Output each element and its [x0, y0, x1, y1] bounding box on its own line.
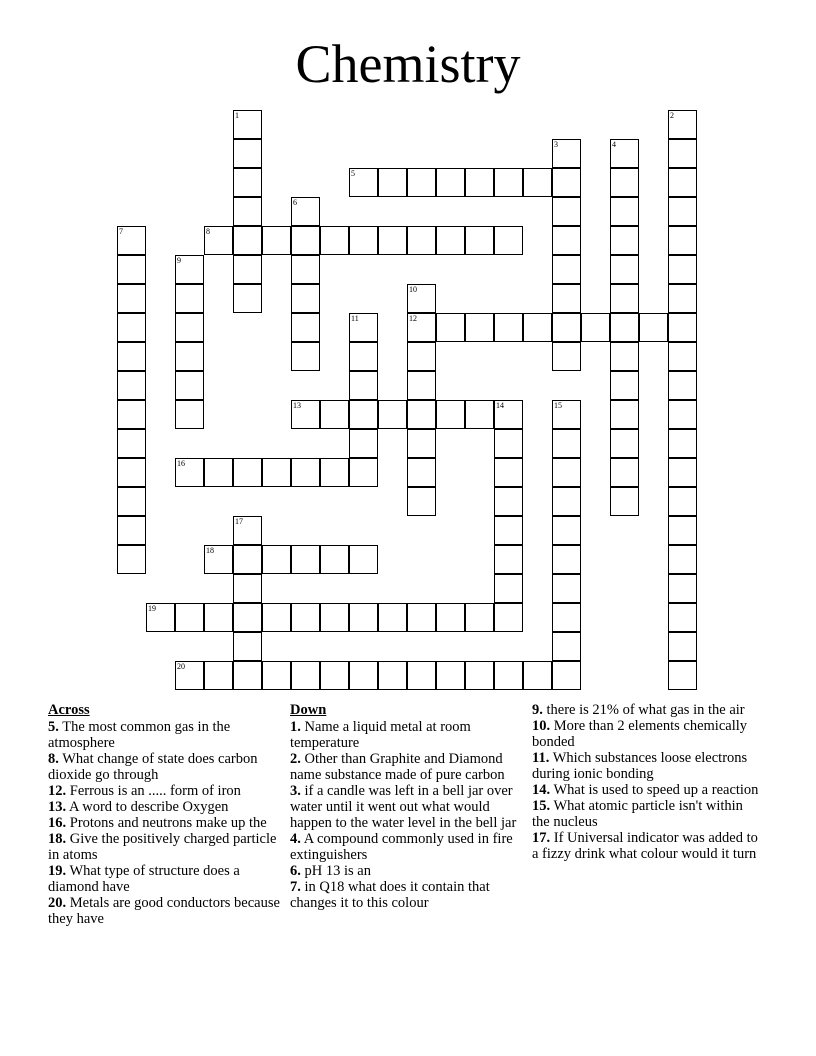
clue-item — [290, 863, 522, 879]
grid-cell[interactable] — [552, 603, 581, 632]
grid-cell[interactable] — [117, 226, 146, 255]
clue-number: 8 — [206, 227, 210, 236]
grid-cell[interactable] — [233, 197, 262, 226]
grid-cell[interactable] — [610, 197, 639, 226]
grid-cell[interactable] — [204, 603, 233, 632]
grid-cell[interactable] — [407, 284, 436, 313]
clue-number-label: 20. — [48, 895, 67, 911]
clue-text: Ferrous is an ..... form of iron — [66, 783, 241, 799]
clue-item — [48, 863, 280, 895]
grid-cell[interactable] — [668, 110, 697, 139]
clue-number: 18 — [206, 546, 214, 555]
clue-item — [290, 719, 522, 751]
clue-text: Give the positively charged particle in atoms — [48, 831, 277, 863]
grid-cell[interactable] — [668, 661, 697, 690]
grid-cell[interactable] — [668, 284, 697, 313]
grid-cell[interactable] — [436, 313, 465, 342]
grid-cell[interactable] — [494, 603, 523, 632]
clue-number: 20 — [177, 662, 185, 671]
clue-item — [48, 751, 280, 783]
clue-number: 6 — [293, 198, 297, 207]
grid-cell[interactable] — [175, 661, 204, 690]
grid-cell[interactable] — [552, 168, 581, 197]
grid-cell[interactable] — [175, 342, 204, 371]
grid-cell[interactable] — [494, 400, 523, 429]
clue-text: What is used to speed up a reaction — [550, 782, 759, 798]
clue-item — [532, 718, 764, 750]
clue-text: Other than Graphite and Diamond name substance made of pure carbon — [290, 751, 505, 783]
grid-cell[interactable] — [494, 313, 523, 342]
grid-cell[interactable] — [494, 168, 523, 197]
grid-cell[interactable] — [639, 313, 668, 342]
clue-item — [48, 815, 280, 831]
grid-cell[interactable] — [262, 458, 291, 487]
grid-cell[interactable] — [610, 168, 639, 197]
grid-cell[interactable] — [407, 661, 436, 690]
grid-cell[interactable] — [610, 429, 639, 458]
grid-cell[interactable] — [552, 487, 581, 516]
clue-text: in Q18 what does it contain that changes it to this colour — [290, 879, 490, 911]
clue-text: Metals are good conductors because they have — [48, 895, 280, 927]
grid-cell[interactable] — [349, 313, 378, 342]
clue-number-label: 8. — [48, 751, 59, 767]
grid-cell[interactable] — [465, 313, 494, 342]
grid-cell[interactable] — [668, 139, 697, 168]
grid-cell[interactable] — [349, 429, 378, 458]
grid-cell[interactable] — [668, 487, 697, 516]
clue-text: More than 2 elements chemically bonded — [532, 718, 748, 750]
grid-cell[interactable] — [610, 284, 639, 313]
grid-cell[interactable] — [117, 284, 146, 313]
clue-text: What atomic particle isn't within the nucleus — [532, 798, 743, 830]
clue-number-label: 7. — [290, 879, 301, 895]
grid-cell[interactable] — [291, 342, 320, 371]
grid-cell[interactable] — [291, 284, 320, 313]
clue-text: If Universal indicator was added to a fizzy drink what colour would it turn — [532, 830, 758, 862]
grid-cell[interactable] — [552, 632, 581, 661]
grid-cell[interactable] — [117, 516, 146, 545]
clue-number-label: 10. — [532, 718, 551, 734]
grid-cell[interactable] — [407, 429, 436, 458]
grid-cell[interactable] — [610, 139, 639, 168]
clue-text: pH 13 is an — [300, 863, 371, 879]
across-heading: Across — [48, 702, 90, 718]
page-title: Chemistry — [295, 34, 521, 94]
clue-text: A compound commonly used in fire extinguishers — [290, 831, 513, 863]
clue-text: What type of structure does a diamond have — [48, 863, 240, 895]
grid-cell[interactable] — [175, 400, 204, 429]
clue-number-label: 16. — [48, 815, 67, 831]
clue-text: there is 21% of what gas in the air — [542, 702, 745, 718]
grid-cell[interactable] — [233, 545, 262, 574]
clue-item — [290, 783, 522, 831]
clue-number-label: 14. — [532, 782, 551, 798]
grid-cell[interactable] — [233, 255, 262, 284]
grid-cell[interactable] — [465, 603, 494, 632]
grid-cell[interactable] — [349, 400, 378, 429]
grid-cell[interactable] — [494, 574, 523, 603]
grid-cell[interactable] — [291, 661, 320, 690]
grid-cell[interactable] — [204, 545, 233, 574]
grid-cell[interactable] — [610, 226, 639, 255]
clue-number: 16 — [177, 459, 185, 468]
grid-cell[interactable] — [668, 400, 697, 429]
grid-cell[interactable] — [610, 255, 639, 284]
grid-cell[interactable] — [349, 342, 378, 371]
grid-cell[interactable] — [668, 574, 697, 603]
grid-cell[interactable] — [233, 516, 262, 545]
down-clues-continued — [532, 702, 764, 862]
grid-cell[interactable] — [117, 545, 146, 574]
clue-number-label: 15. — [532, 798, 551, 814]
clue-number: 15 — [554, 401, 562, 410]
grid-cell[interactable] — [552, 313, 581, 342]
grid-cell[interactable] — [668, 458, 697, 487]
grid-cell[interactable] — [204, 458, 233, 487]
grid-cell[interactable] — [233, 661, 262, 690]
grid-cell[interactable] — [146, 603, 175, 632]
grid-cell[interactable] — [465, 400, 494, 429]
clue-number: 13 — [293, 401, 301, 410]
grid-cell[interactable] — [117, 255, 146, 284]
grid-cell[interactable] — [610, 371, 639, 400]
grid-cell[interactable] — [552, 429, 581, 458]
grid-cell[interactable] — [349, 545, 378, 574]
grid-cell[interactable] — [349, 168, 378, 197]
grid-cell[interactable] — [552, 545, 581, 574]
down-heading: Down — [290, 702, 327, 718]
grid-cell[interactable] — [494, 487, 523, 516]
grid-cell[interactable] — [291, 545, 320, 574]
grid-cell[interactable] — [668, 429, 697, 458]
grid-cell[interactable] — [610, 487, 639, 516]
clue-number: 10 — [409, 285, 417, 294]
clue-number-label: 19. — [48, 863, 67, 879]
grid-cell[interactable] — [233, 603, 262, 632]
grid-cell[interactable] — [494, 661, 523, 690]
grid-cell[interactable] — [610, 313, 639, 342]
clue-number-label: 13. — [48, 799, 67, 815]
grid-cell[interactable] — [552, 284, 581, 313]
grid-cell[interactable] — [465, 168, 494, 197]
grid-cell[interactable] — [552, 400, 581, 429]
grid-cell[interactable] — [494, 458, 523, 487]
grid-cell[interactable] — [552, 516, 581, 545]
grid-cell[interactable] — [291, 458, 320, 487]
grid-cell[interactable] — [233, 284, 262, 313]
grid-cell[interactable] — [610, 342, 639, 371]
clue-item — [48, 783, 280, 799]
grid-cell[interactable] — [262, 545, 291, 574]
clue-number: 12 — [409, 314, 417, 323]
clue-item — [532, 782, 764, 798]
grid-cell[interactable] — [291, 400, 320, 429]
grid-cell[interactable] — [291, 313, 320, 342]
grid-cell[interactable] — [117, 313, 146, 342]
grid-cell[interactable] — [407, 342, 436, 371]
clue-text: Name a liquid metal at room temperature — [290, 719, 471, 751]
clue-number-label: 6. — [290, 863, 301, 879]
grid-cell[interactable] — [117, 429, 146, 458]
grid-cell[interactable] — [407, 371, 436, 400]
clue-item — [48, 831, 280, 863]
grid-cell[interactable] — [291, 255, 320, 284]
clue-text: What change of state does carbon dioxide go through — [48, 751, 258, 783]
grid-cell[interactable] — [117, 458, 146, 487]
grid-cell[interactable] — [523, 661, 552, 690]
grid-cell[interactable] — [407, 603, 436, 632]
grid-cell[interactable] — [233, 139, 262, 168]
grid-cell[interactable] — [117, 487, 146, 516]
across-clues — [48, 702, 280, 927]
grid-cell[interactable] — [349, 226, 378, 255]
down-clues — [290, 702, 522, 911]
grid-cell[interactable] — [668, 255, 697, 284]
clue-number-label: 1. — [290, 719, 301, 735]
clue-item — [48, 799, 280, 815]
grid-cell[interactable] — [378, 226, 407, 255]
grid-cell[interactable] — [349, 458, 378, 487]
clue-number: 4 — [612, 140, 616, 149]
grid-cell[interactable] — [581, 313, 610, 342]
grid-cell[interactable] — [465, 661, 494, 690]
clue-item — [290, 831, 522, 863]
grid-cell[interactable] — [320, 603, 349, 632]
clue-number: 3 — [554, 140, 558, 149]
grid-cell[interactable] — [204, 226, 233, 255]
grid-cell[interactable] — [552, 342, 581, 371]
grid-cell[interactable] — [233, 574, 262, 603]
grid-cell[interactable] — [320, 545, 349, 574]
grid-cell[interactable] — [668, 371, 697, 400]
grid-cell[interactable] — [233, 632, 262, 661]
clue-text: The most common gas in the atmosphere — [48, 719, 231, 751]
grid-cell[interactable] — [291, 603, 320, 632]
clue-text: Which substances loose electrons during ionic bonding — [532, 750, 748, 782]
clue-number: 1 — [235, 111, 239, 120]
grid-cell[interactable] — [610, 458, 639, 487]
grid-cell[interactable] — [494, 545, 523, 574]
grid-cell[interactable] — [117, 371, 146, 400]
clue-number-label: 17. — [532, 830, 551, 846]
grid-cell[interactable] — [233, 168, 262, 197]
grid-cell[interactable] — [552, 255, 581, 284]
clue-item — [48, 719, 280, 751]
grid-cell[interactable] — [262, 226, 291, 255]
grid-cell[interactable] — [175, 284, 204, 313]
clue-text: Protons and neutrons make up the — [66, 815, 267, 831]
grid-cell[interactable] — [668, 545, 697, 574]
grid-cell[interactable] — [378, 603, 407, 632]
grid-cell[interactable] — [668, 516, 697, 545]
grid-cell[interactable] — [117, 342, 146, 371]
grid-cell[interactable] — [436, 400, 465, 429]
grid-cell[interactable] — [407, 487, 436, 516]
clue-number: 19 — [148, 604, 156, 613]
grid-cell[interactable] — [175, 603, 204, 632]
clue-item — [290, 879, 522, 911]
grid-cell[interactable] — [291, 226, 320, 255]
grid-cell[interactable] — [523, 168, 552, 197]
clue-number: 5 — [351, 169, 355, 178]
clue-number: 9 — [177, 256, 181, 265]
clue-text: if a candle was left in a bell jar over water until it went out what would happen to the water level in the bell jar — [290, 783, 517, 831]
grid-cell[interactable] — [407, 400, 436, 429]
grid-cell[interactable] — [349, 661, 378, 690]
grid-cell[interactable] — [668, 226, 697, 255]
grid-cell[interactable] — [407, 458, 436, 487]
clue-item — [532, 750, 764, 782]
clue-number-label: 2. — [290, 751, 301, 767]
grid-cell[interactable] — [436, 168, 465, 197]
grid-cell[interactable] — [175, 313, 204, 342]
grid-cell[interactable] — [175, 458, 204, 487]
grid-cell[interactable] — [320, 661, 349, 690]
grid-cell[interactable] — [233, 458, 262, 487]
grid-cell[interactable] — [117, 400, 146, 429]
grid-cell[interactable] — [233, 226, 262, 255]
grid-cell[interactable] — [552, 574, 581, 603]
grid-cell[interactable] — [378, 168, 407, 197]
grid-cell[interactable] — [668, 313, 697, 342]
grid-cell[interactable] — [378, 661, 407, 690]
grid-cell[interactable] — [552, 139, 581, 168]
clue-number: 2 — [670, 111, 674, 120]
grid-cell[interactable] — [494, 516, 523, 545]
grid-cell[interactable] — [291, 197, 320, 226]
grid-cell[interactable] — [204, 661, 233, 690]
grid-cell[interactable] — [262, 661, 291, 690]
clue-item — [532, 830, 764, 862]
clue-number-label: 3. — [290, 783, 301, 799]
clue-number-label: 4. — [290, 831, 301, 847]
grid-cell[interactable] — [668, 342, 697, 371]
clue-number-label: 9. — [532, 702, 543, 718]
clue-item — [290, 751, 522, 783]
grid-cell[interactable] — [610, 400, 639, 429]
grid-cell[interactable] — [407, 226, 436, 255]
grid-cell[interactable] — [320, 400, 349, 429]
grid-cell[interactable] — [494, 226, 523, 255]
grid-cell[interactable] — [523, 313, 552, 342]
grid-cell[interactable] — [668, 603, 697, 632]
clue-number-label: 18. — [48, 831, 67, 847]
grid-cell[interactable] — [320, 458, 349, 487]
grid-cell[interactable] — [465, 226, 494, 255]
clue-item — [532, 798, 764, 830]
grid-cell[interactable] — [552, 661, 581, 690]
grid-cell[interactable] — [349, 603, 378, 632]
grid-cell[interactable] — [233, 110, 262, 139]
grid-cell[interactable] — [668, 168, 697, 197]
clue-text: A word to describe Oxygen — [66, 799, 229, 815]
grid-cell[interactable] — [552, 197, 581, 226]
grid-cell[interactable] — [552, 226, 581, 255]
clue-number-label: 5. — [48, 719, 59, 735]
grid-cell[interactable] — [552, 458, 581, 487]
grid-cell[interactable] — [436, 661, 465, 690]
grid-cell[interactable] — [436, 603, 465, 632]
clue-number: 11 — [351, 314, 359, 323]
clue-item — [48, 895, 280, 927]
grid-cell[interactable] — [668, 197, 697, 226]
clue-number-label: 11. — [532, 750, 550, 766]
clue-item — [532, 702, 764, 718]
clue-number: 14 — [496, 401, 504, 410]
grid-cell[interactable] — [320, 226, 349, 255]
clue-number: 17 — [235, 517, 243, 526]
clue-number: 7 — [119, 227, 123, 236]
grid-cell[interactable] — [436, 226, 465, 255]
grid-cell[interactable] — [407, 168, 436, 197]
grid-cell[interactable] — [262, 603, 291, 632]
grid-cell[interactable] — [175, 255, 204, 284]
grid-cell[interactable] — [175, 371, 204, 400]
grid-cell[interactable] — [668, 632, 697, 661]
grid-cell[interactable] — [378, 400, 407, 429]
grid-cell[interactable] — [494, 429, 523, 458]
clue-number-label: 12. — [48, 783, 67, 799]
grid-cell[interactable] — [407, 313, 436, 342]
grid-cell[interactable] — [349, 371, 378, 400]
